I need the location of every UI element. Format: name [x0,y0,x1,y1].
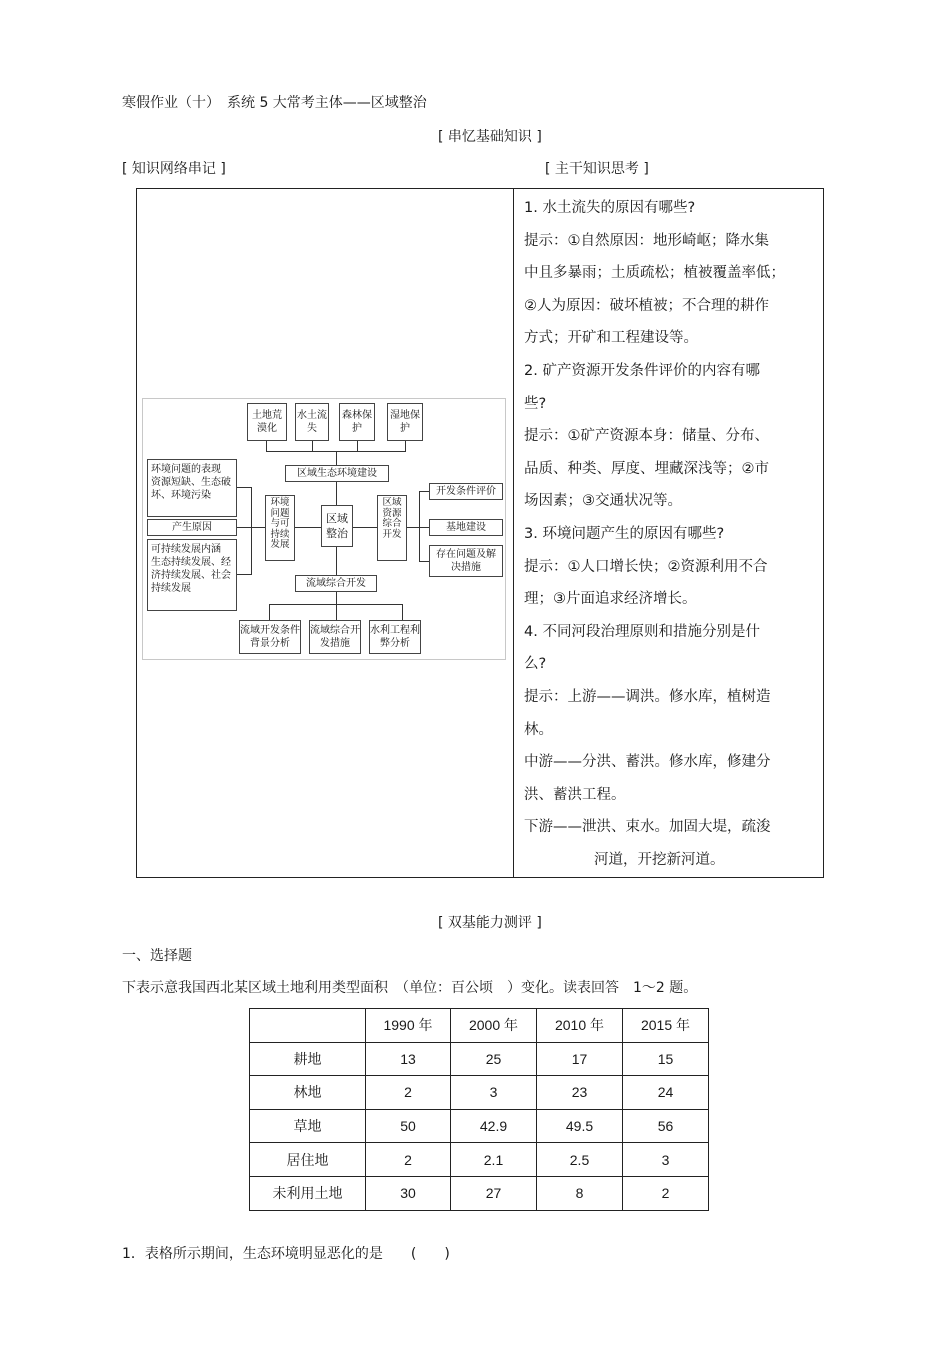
qa-line: 品质、种类、厚度、埋藏深浅等；②市 [524,460,769,477]
table-header-cell [250,1009,366,1043]
qa-line: 提示：①矿产资源本身：储量、分布、 [524,428,769,445]
table-cell: 56 [623,1109,709,1143]
table-cell: 42.9 [451,1109,537,1143]
qa-line: 场因素；③交通状况等。 [524,493,682,510]
diagram-box-dev-evaluation: 开发条件评价 [429,483,503,500]
table-header-cell: 2015 年 [623,1009,709,1043]
diagram-box-resource-development: 区域资源综合开发 [377,495,407,561]
qa-line: 么? [524,656,547,673]
table-cell: 25 [451,1042,537,1076]
diagram-box-basin-background: 流域开发条件背景分析 [239,620,301,654]
table-cell: 50 [366,1109,451,1143]
diagram-box-wetland-protection: 湿地保护 [387,403,423,441]
qa-line: 林。 [524,721,553,738]
table-cell: 49.5 [537,1109,623,1143]
diagram-box-forest-protection: 森林保护 [339,403,375,441]
qa-line: 4. 不同河段治理原则和措施分别是什 [524,623,760,640]
table-row [250,1109,709,1143]
table-cell: 8 [537,1176,623,1210]
subheading-knowledge-network: [ 知识网络串记 ] [122,161,226,177]
table-cell: 27 [451,1176,537,1210]
table-cell: 2 [366,1076,451,1110]
table-header-row [250,1009,709,1043]
table-cell: 2 [366,1143,451,1177]
table-cell: 2.5 [537,1143,623,1177]
table-cell: 23 [537,1076,623,1110]
table-cell: 3 [451,1076,537,1110]
table-cell: 13 [366,1042,451,1076]
qa-line: 提示：上游——调洪。修水库，植树造 [524,688,771,705]
qa-line: 方式；开矿和工程建设等。 [524,330,698,347]
core-knowledge-qa [524,192,819,876]
qa-line: 中且多暴雨；土质疏松；植被覆盖率低； [524,265,785,282]
question-intro: 下表示意我国西北某区域土地利用类型面积 （单位：百公顷 ）变化。读表回答 1～2 题。 [122,980,698,996]
diagram-box-problems-solutions: 存在问题及解决措施 [429,545,503,577]
diagram-box-desertification: 土地荒漠化 [247,403,287,441]
qa-line: 些? [524,395,547,412]
table-cell: 未利用土地 [250,1176,366,1210]
table-cell: 17 [537,1042,623,1076]
table-cell: 草地 [250,1109,366,1143]
qa-line: 中游——分洪、蓄洪。修水库，修建分 [524,754,771,771]
table-cell: 2.1 [451,1143,537,1177]
subheading-core-thinking: [ 主干知识思考 ] [545,161,649,177]
table-header-cell: 2000 年 [451,1009,537,1043]
table-row [250,1042,709,1076]
part-heading-choice: 一、选择题 [122,948,192,964]
qa-line: 提示：①自然原因：地形崎岖；降水集 [524,232,769,249]
diagram-box-sustainable-meaning: 可持续发展内涵 生态持续发展、经济持续发展、社会持续发展 [147,539,237,611]
qa-line: 提示：①人口增长快；②资源利用不合 [524,558,768,575]
diagram-box-causes: 产生原因 [147,519,237,536]
table-row [250,1076,709,1110]
knowledge-network-diagram [142,398,506,660]
table-cell: 30 [366,1176,451,1210]
table-row [250,1143,709,1177]
diagram-box-center-regional-governance: 区域整治 [321,505,353,547]
diagram-box-basin-development: 流域综合开发 [295,575,377,592]
qa-line: 河道，开挖新河道。 [594,851,725,868]
land-use-table [249,1008,709,1211]
qa-line: 洪、蓄洪工程。 [524,786,626,803]
table-header-cell: 2010 年 [537,1009,623,1043]
table-cell: 耕地 [250,1042,366,1076]
table-cell: 居住地 [250,1143,366,1177]
table-cell: 15 [623,1042,709,1076]
table-header-cell: 1990 年 [366,1009,451,1043]
qa-line: ②人为原因：破坏植被；不合理的耕作 [524,297,769,314]
diagram-box-env-sustainable: 环境问题与可持续发展 [265,495,295,561]
qa-line: 3. 环境问题产生的原因有哪些? [524,525,725,542]
section-heading-assessment: [ 双基能力测评 ] [438,915,542,931]
diagram-box-soil-erosion: 水土流失 [295,403,329,441]
diagram-box-eco-build: 区域生态环境建设 [285,465,389,482]
column-divider [513,188,514,878]
table-row [250,1176,709,1210]
diagram-box-base-building: 基地建设 [429,519,503,536]
qa-line: 下游——泄洪、束水。加固大堤，疏浚 [524,819,771,836]
table-cell: 3 [623,1143,709,1177]
table-cell: 24 [623,1076,709,1110]
qa-line: 1. 水土流失的原因有哪些? [524,200,696,216]
document-title: 寒假作业（十） 系统 5 大常考主体——区域整治 [122,95,427,111]
qa-line: 2. 矿产资源开发条件评价的内容有哪 [524,362,760,379]
qa-line: 理；③片面追求经济增长。 [524,591,697,608]
diagram-box-basin-measures: 流域综合开发措施 [309,620,361,654]
table-cell: 林地 [250,1076,366,1110]
diagram-box-env-problems: 环境问题的表现 资源短缺、生态破坏、环境污染 [147,459,237,517]
section-heading-basic: [ 串忆基础知识 ] [438,129,542,145]
diagram-box-water-project: 水利工程利弊分析 [369,620,421,654]
table-cell: 2 [623,1176,709,1210]
question-1: 1．表格所示期间，生态环境明显恶化的是 ( ) [122,1246,450,1262]
